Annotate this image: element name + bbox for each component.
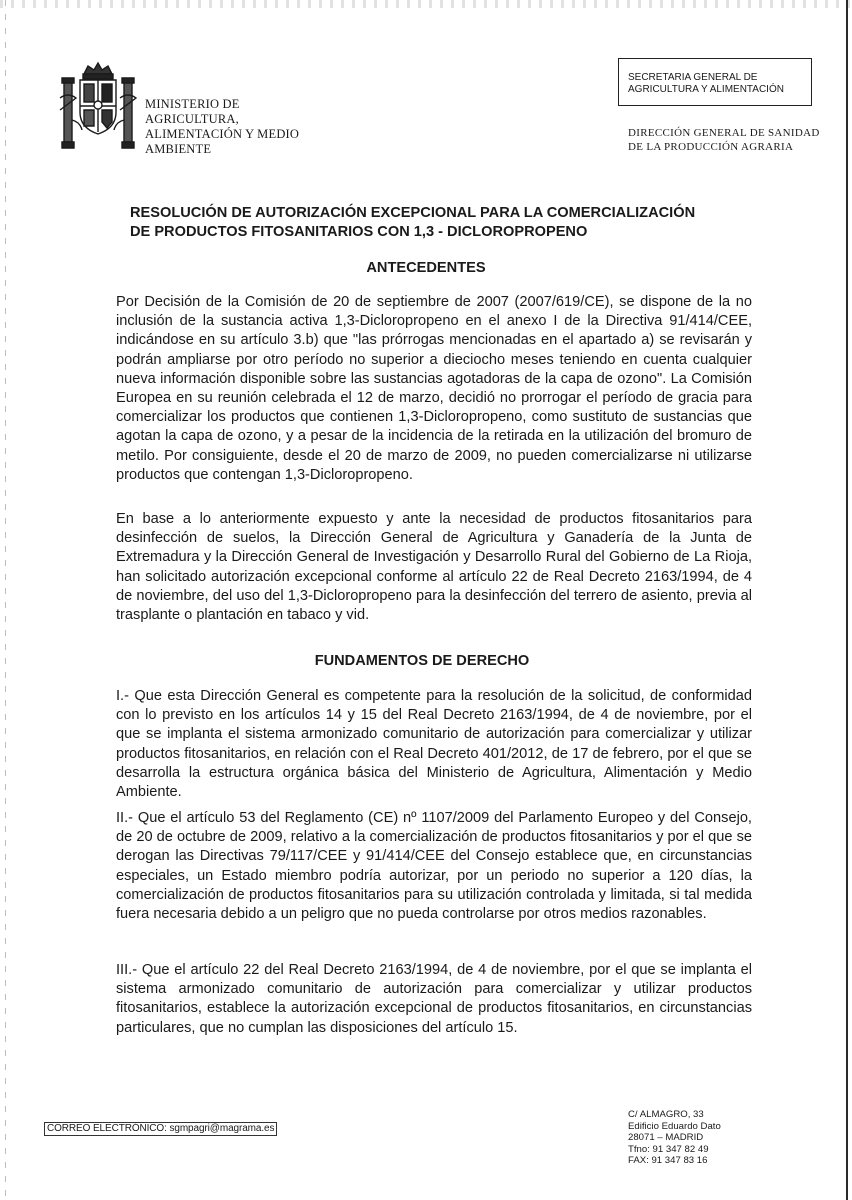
- address-line: FAX: 91 347 83 16: [628, 1155, 708, 1166]
- address-line: C/ ALMAGRO, 33: [628, 1109, 704, 1120]
- direccion-line: DE LA PRODUCCIÓN AGRARIA: [628, 141, 794, 153]
- scan-edge-left: [5, 0, 6, 1200]
- title-line: DE PRODUCTOS FITOSANITARIOS CON 1,3 - DICLOROPROPENO: [130, 224, 588, 240]
- ministry-line: MINISTERIO DE: [145, 97, 240, 111]
- address-line: Tfno: 91 347 82 49: [628, 1143, 709, 1155]
- secretaria-box: [618, 58, 812, 106]
- document-title: [130, 204, 770, 242]
- ministry-line: AMBIENTE: [145, 142, 212, 156]
- fundamento-paragraph: I.- Que esta Dirección General es competente para la resolución de la solicitud, de conformidad con lo previsto en los artículos 14 y 15 del Real Decreto 2163/1994, de 4 de noviembre, por el que se implanta el sistema armonizado comunitario de autorización para comercializar y utilizar productos fitosanitarios, en relación con el Real Decreto 401/2012, de 17 de febrero, por el que se desarrolla la estructura orgánica básica del Ministerio de Agricultura, Alimentación y Medio Ambiente.: [116, 688, 752, 801]
- secretaria-line: SECRETARIA GENERAL DE: [628, 72, 758, 83]
- spanish-coat-of-arms-icon: [58, 60, 138, 160]
- ministry-line: AGRICULTURA,: [145, 112, 239, 126]
- ministry-name: [145, 97, 325, 157]
- fundamento-paragraph: III.- Que el artículo 22 del Real Decreto 2163/1994, de 4 de noviembre, por el que se implanta el sistema armonizado comunitario de autorización para comercializar y utilizar productos fitosanitarios, establece la autorización excepcional de productos fitosanitarios, en circunstancias particulares, que no cumplan las disposiciones del artículo 15.: [116, 962, 752, 1036]
- fundamento-paragraph: II.- Que el artículo 53 del Reglamento (CE) nº 1107/2009 del Parlamento Europeo y del Consejo, de 20 de octubre de 2009, relativo a la comercialización de productos fitosanitarios y por el que se derogan las Directivas 79/117/CEE y 91/414/CEE del Consejo establece que, en circunstancias especiales, un Estado miembro podría autorizar, por un periodo no superior a 120 días, la comercialización de productos fitosanitarios para su utilización controlada y limitada, si tal medida fuera necesaria debido a un peligro que no pueda controlarse por otros medios razonables.: [116, 810, 752, 923]
- email-footer: CORREO ELECTRÓNICO: sgmpagri@magrama.es: [44, 1122, 277, 1136]
- secretaria-line: AGRICULTURA Y ALIMENTACIÓN: [628, 83, 784, 95]
- address-footer: [628, 1109, 721, 1167]
- scan-edge-right: [846, 0, 848, 1200]
- direccion-general: [628, 126, 828, 154]
- scan-edge-top: [0, 0, 852, 8]
- antecedentes-paragraph: En base a lo anteriormente expuesto y ante la necesidad de productos fitosanitarios para desinfección de suelos, la Dirección General de Agricultura y Ganadería de la Junta de Extremadura y la Dirección General de Investigación y Desarrollo Rural del Gobierno de La Rioja, han solicitado autorización excepcional conforme al artículo 22 de Real Decreto 2163/1994, de 4 de noviembre, del uso del 1,3-Dicloropropeno para la desinfección del terrero de asiento, previa al trasplante o plantación en tabaco y vid.: [116, 511, 752, 624]
- direccion-line: DIRECCIÓN GENERAL DE SANIDAD: [628, 127, 820, 139]
- address-line: Edificio Eduardo Dato: [628, 1120, 721, 1132]
- ministry-line: ALIMENTACIÓN Y MEDIO: [145, 127, 300, 141]
- antecedentes-paragraph: Por Decisión de la Comisión de 20 de septiembre de 2007 (2007/619/CE), se dispone de la no inclusión de la sustancia activa 1,3-Dicloropropeno en el anexo I de la Directiva 91/414/CEE, indicándose en su artículo 3.b) que "las prórrogas mencionadas en el apartado a) se revisarán y podrán ampliarse por otro período no superior a dieciocho meses teniendo en cuenta cualquier nueva información disponible sobre las sustancias agotadoras de la capa de ozono". La Comisión Europea en su reunión celebrada el 12 de marzo, decidió no prorrogar el período de gracia para comercializar los productos que contienen 1,3-Dicloropropeno, como sustituto de sustancias que agotan la capa de ozono, y a pesar de la incidencia de la retirada en la utilización del bromuro de metilo. Por consiguiente, desde el 20 de marzo de 2009, no pueden comercializarse ni utilizarse productos que contengan 1,3-Dicloropropeno.: [116, 294, 752, 483]
- fundamentos-heading: FUNDAMENTOS DE DERECHO: [314, 653, 530, 669]
- address-line: 28071 – MADRID: [628, 1132, 704, 1143]
- antecedentes-heading: ANTECEDENTES: [366, 260, 486, 276]
- title-line: RESOLUCIÓN DE AUTORIZACIÓN EXCEPCIONAL PARA LA COMERCIALIZACIÓN: [130, 205, 696, 221]
